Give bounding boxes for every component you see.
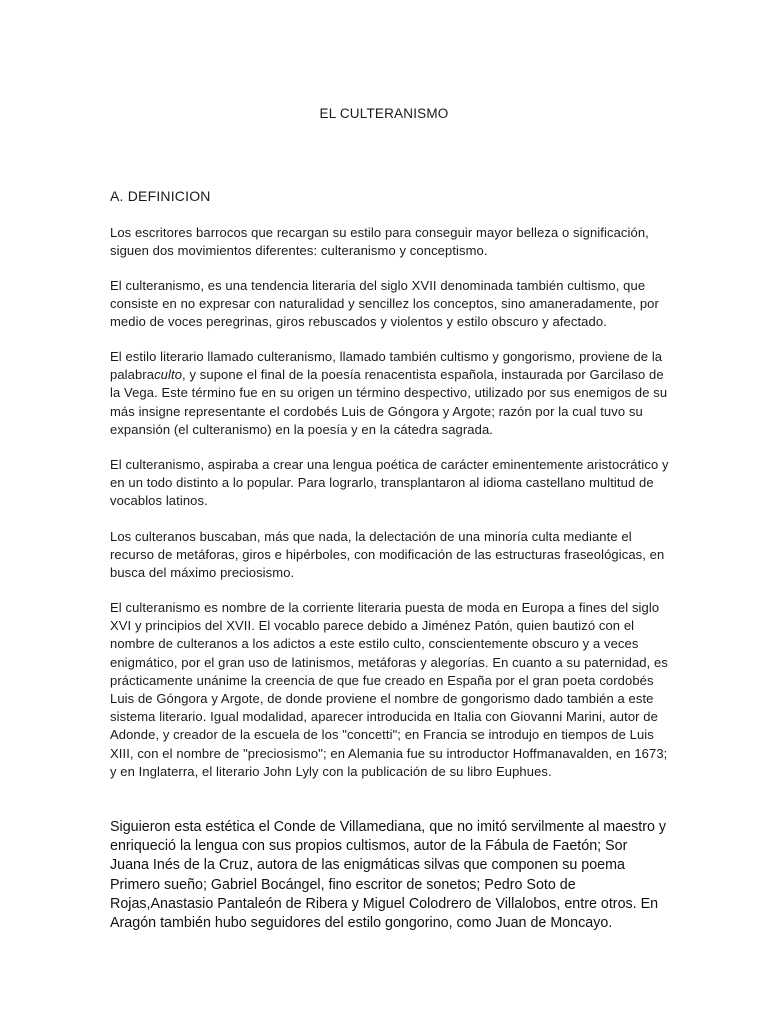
paragraph-7: Siguieron esta estética el Conde de Villamediana, que no imitó servilmente al maestro y enriqueció la lengua con sus propios cultismos, autor de la Fábula de Faetón; Sor Juana Inés de la Cruz, autora de las enigmáticas silvas que componen su poema Primero sueño; Gabriel Bocángel, fino escritor de sonetos; Pedro Soto de Rojas,Anastasio Pantaleón de Ribera y Miguel Colodrero de Villalobos, entre otros. En Aragón también hubo seguidores del estilo gongorino, como Juan de Moncayo. — [110, 819, 667, 932]
paragraph-6: El culteranismo es nombre de la corriente literaria puesta de moda en Europa a fines del siglo XVI y principios del XVII. El vocablo parece debido a Jiménez Patón, quien bautizó con el nombre de culteranos a los adictos a este estilo culto, conscientemente obscuro y a veces enigmático, por el gran uso de latinismos, metáforas y alegorías. En cuanto a su paternidad, es prácticamente unánime la creencia de que fue creado en España por el gran poeta cordobés Luis de Góngora y Argote, de donde proviene el nombre de gongorismo dado también a este sistema literario. Igual modalidad, aparecer introducida en Italia con Giovanni Marini, autor de Adonde, y creador de la escuela de los "concetti"; en Francia se introdujo en tiempos de Luis XIII, con el nombre de "preciosismo"; en Alemania fue su introductor Hoffmanavalden, en 1673; y en Inglaterra, el literario John Lyly con la publicación de su libro Euphues. — [110, 600, 668, 779]
paragraph-4: El culteranismo, aspiraba a crear una lengua poética de carácter eminentemente aristocrático y en un todo distinto a lo popular. Para lograrlo, transplantaron al idioma castellano multitud de vocablos latinos. — [110, 457, 669, 509]
paragraph-3-italic-word: culto — [154, 367, 183, 383]
paragraph-5: Los culteranos buscaban, más que nada, la delectación de una minoría culta mediante el recurso de metáforas, giros e hipérboles, con modificación de las estructuras fraseológicas, en busca del máximo preciosismo. — [110, 529, 665, 581]
paragraph-2: El culteranismo, es una tendencia literaria del siglo XVII denominada también cultismo, que consiste en no expresar con naturalidad y sencillez los conceptos, sino amaneradamente, por medio de voces peregrinas, giros rebuscados y violentos y estilo obscuro y afectado. — [110, 278, 659, 330]
paragraph-1: Los escritores barrocos que recargan su estilo para conseguir mayor belleza o significación, siguen dos movimientos diferentes: culteranismo y conceptismo. — [110, 225, 649, 259]
section-heading: A. DEFINICION — [110, 188, 211, 204]
paragraph-3-text-before: El estilo literario llamado culteranismo, llamado también cultismo y gongorismo, proviene de la palabra — [110, 349, 663, 383]
document-title: EL CULTERANISMO — [319, 106, 449, 121]
paragraph-3 — [110, 348, 670, 439]
paragraph-3-text-after: , y supone el final de la poesía renacentista española, instaurada por Garcilaso de la Vega. Este término fue en su origen un término despectivo, utilizado por sus enemigos de su más insigne representante el cordobés Luis de Góngora y Argote; razón por la cual tuvo su expansión (el culteranismo) en la poesía y en la cátedra sagrada. — [110, 367, 668, 437]
